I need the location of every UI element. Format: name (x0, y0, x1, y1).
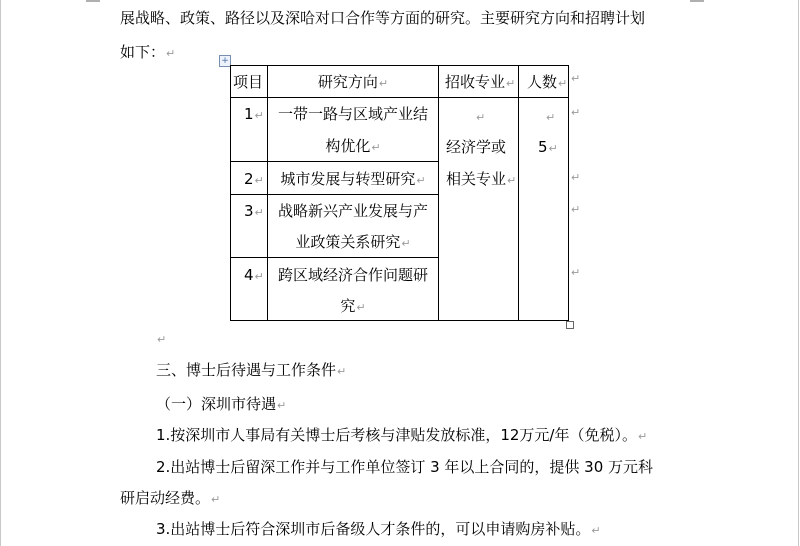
table-count-empty-mark: ↵ (546, 111, 556, 124)
table-row2-no: 2↵ (244, 170, 264, 188)
table-rowend-mark: ↵ (571, 266, 581, 279)
table-row1-direction-line1: 一带一路与区域产业结 (277, 105, 428, 123)
table-rowend-mark: ↵ (571, 106, 581, 119)
section-heading-benefits: 三、博士后待遇与工作条件↵ (156, 361, 347, 379)
table-header-direction: 研究方向↵ (317, 73, 389, 91)
table-header-count: 人数↵ (527, 73, 568, 91)
table-rule-row2 (230, 194, 439, 195)
paragraph-mark-icon: ↵ (166, 47, 176, 60)
empty-paragraph: ↵ (157, 333, 167, 346)
table-col-divider-2 (438, 65, 439, 321)
table-major-empty-mark: ↵ (476, 111, 486, 124)
table-rule-row3 (230, 257, 439, 258)
table-border-right (568, 65, 569, 321)
table-row3-direction-line1: 战略新兴产业发展与产 (277, 202, 428, 220)
page-edge-right (798, 0, 799, 546)
page-edge-left (0, 0, 1, 546)
table-rule-row1 (230, 161, 439, 162)
table-major-line2: 相关专业↵ (446, 170, 517, 188)
page-corner-mark-left (86, 0, 100, 2)
table-header-item: 项目 (233, 73, 264, 91)
table-row3-no: 3↵ (244, 202, 264, 220)
table-col-divider-3 (518, 65, 519, 321)
table-row4-direction-line1: 跨区域经济合作问题研 (277, 266, 428, 284)
table-rowend-mark: ↵ (571, 203, 581, 216)
paragraph-intro-line2: 如下：↵ (120, 43, 176, 61)
table-resize-handle[interactable] (566, 321, 574, 329)
table-header-major: 招收专业↵ (445, 73, 516, 91)
table-count-value: 5↵ (538, 138, 558, 156)
table-rowend-mark: ↵ (571, 72, 581, 85)
table-row4-no: 4↵ (244, 266, 264, 284)
table-row2-direction: 城市发展与转型研究↵ (280, 170, 426, 188)
table-row3-direction-line2: 业政策关系研究↵ (295, 233, 411, 251)
table-row1-no: 1↵ (244, 105, 264, 123)
benefit-item-1: 1.按深圳市人事局有关博士后考核与津贴发放标准，12万元/年（免税）。↵ (156, 426, 648, 444)
page-corner-mark-right (690, 0, 704, 2)
table-rowend-mark: ↵ (571, 171, 581, 184)
table-row4-direction-line2: 究↵ (340, 297, 366, 315)
table-move-handle-icon[interactable]: + (219, 55, 231, 67)
table-major-line1: 经济学或 (446, 138, 507, 156)
benefit-item-2-line2: 研启动经费。↵ (120, 489, 221, 507)
benefit-item-3: 3.出站博士后符合深圳市后备级人才条件的，可以申请购房补贴。↵ (156, 520, 601, 538)
benefit-item-2-line1: 2.出站博士后留深工作并与工作单位签订 3 年以上合同的，提供 30 万元科 (156, 458, 654, 476)
subsection-heading-shenzhen: （一）深圳市待遇↵ (156, 395, 287, 413)
table-border-left (230, 65, 231, 321)
table-row1-direction-line2: 构优化↵ (325, 137, 381, 155)
paragraph-intro-line1: 展战略、政策、路径以及深哈对口合作等方面的研究。主要研究方向和招聘计划 (120, 9, 646, 27)
